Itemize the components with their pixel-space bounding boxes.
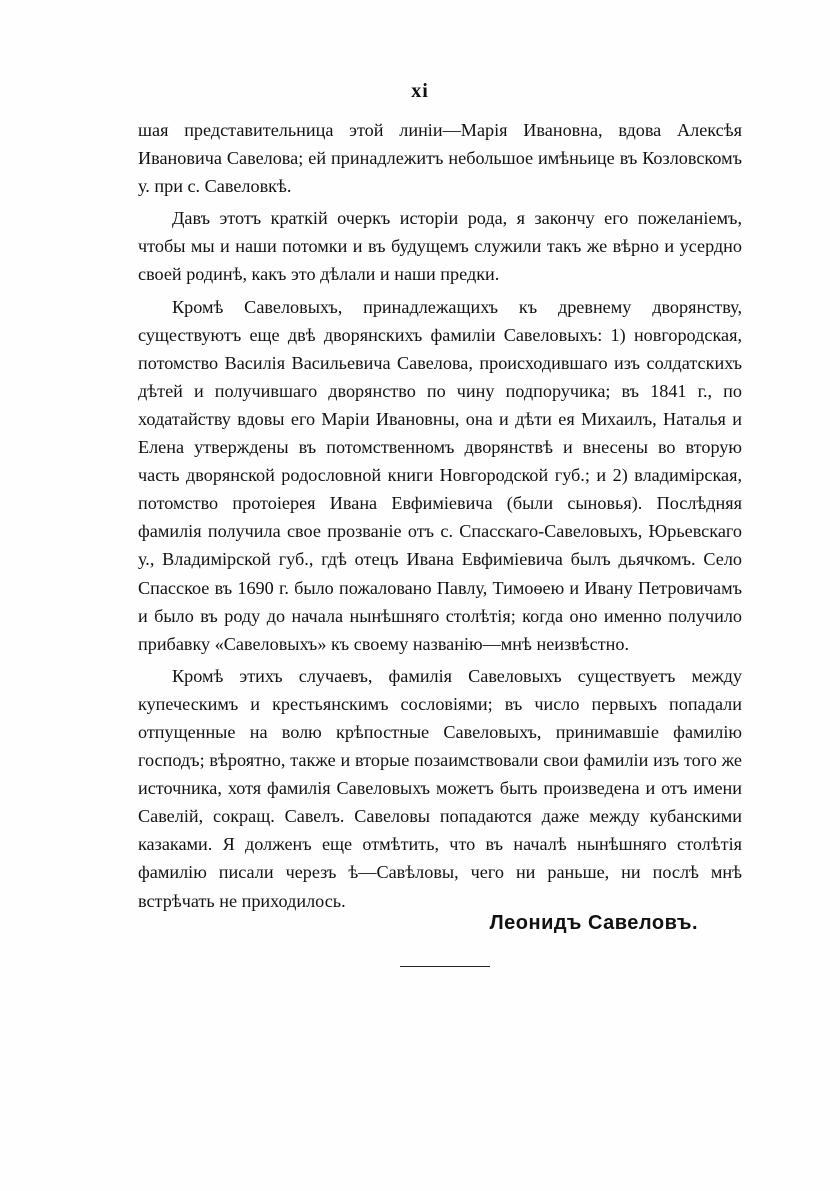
paragraph-2: Давъ этотъ краткій очеркъ исторіи рода, я закончу его пожеланіемъ, чтобы мы и наши потомки и въ будущемъ служили такъ же вѣрно и усердно своей родинѣ, какъ это дѣлали и наши предки. [138, 208, 742, 285]
paragraph-3: Кромѣ Савеловыхъ, принадлежащихъ къ древнему дворянству, существуютъ еще двѣ дворянскихъ фамиліи Савеловыхъ: 1) новгородская, потомство Василія Васильевича Савелова, происходившаго изъ солдатскихъ дѣтей и получившаго дворянство по чину подпоручика; въ 1841 г., по ходатайству вдовы его Маріи Ивановны, она и дѣти ея Михаилъ, Наталья и Елена утверждены въ потомственномъ дворянствѣ и внесены во вторую часть дворянской родословной книги Новгородской губ.; и 2) владимірская, потомство протоіерея Ивана Евфиміевича (были сыновья). Послѣдняя фамилія получила свое прозваніе отъ с. Спасскаго-Савеловыхъ, Юрьевскаго у., Владимірской губ., гдѣ отецъ Ивана Евфиміевича былъ дьячкомъ. Село Спасское въ 1690 г. было пожаловано Павлу, Тимоѳею и Ивану Петровичамъ и было въ роду до начала нынѣшняго столѣтія; когда оно именно получило прибавку «Савеловыхъ» къ своему названію—мнѣ неизвѣстно. [138, 296, 742, 654]
paragraph-4: Кромѣ этихъ случаевъ, фамилія Савеловыхъ существуетъ между купеческимъ и крестьянскимъ сословіями; въ число первыхъ попадали отпущенные на волю крѣпостные Савеловыхъ, принимавшіе фамилію господъ; вѣроятно, также и вторые позаимствовали свои фамиліи изъ того же источника, хотя фамилія Савеловыхъ можетъ быть произведена и отъ имени Савелій, сокращ. Савелъ. Савеловы попадаются даже между кубанскими казаками. Я долженъ еще отмѣтить, что въ началѣ нынѣшняго столѣтія фамилію писали черезъ ѣ—Савѣловы, чего ни раньше, ни послѣ мнѣ встрѣчать не приходилось. [138, 665, 742, 911]
page-number: xi [411, 80, 429, 102]
author-signature: Леонидъ Савеловъ. [489, 912, 698, 934]
body-text [138, 116, 742, 919]
paragraph-1: шая представительница этой линіи—Марія Ивановна, вдова Алексѣя Ивановича Савелова; ей принадлежитъ небольшое имѣньице въ Козловскомъ у. при с. Савеловкѣ. [138, 120, 742, 197]
section-divider [400, 966, 490, 967]
